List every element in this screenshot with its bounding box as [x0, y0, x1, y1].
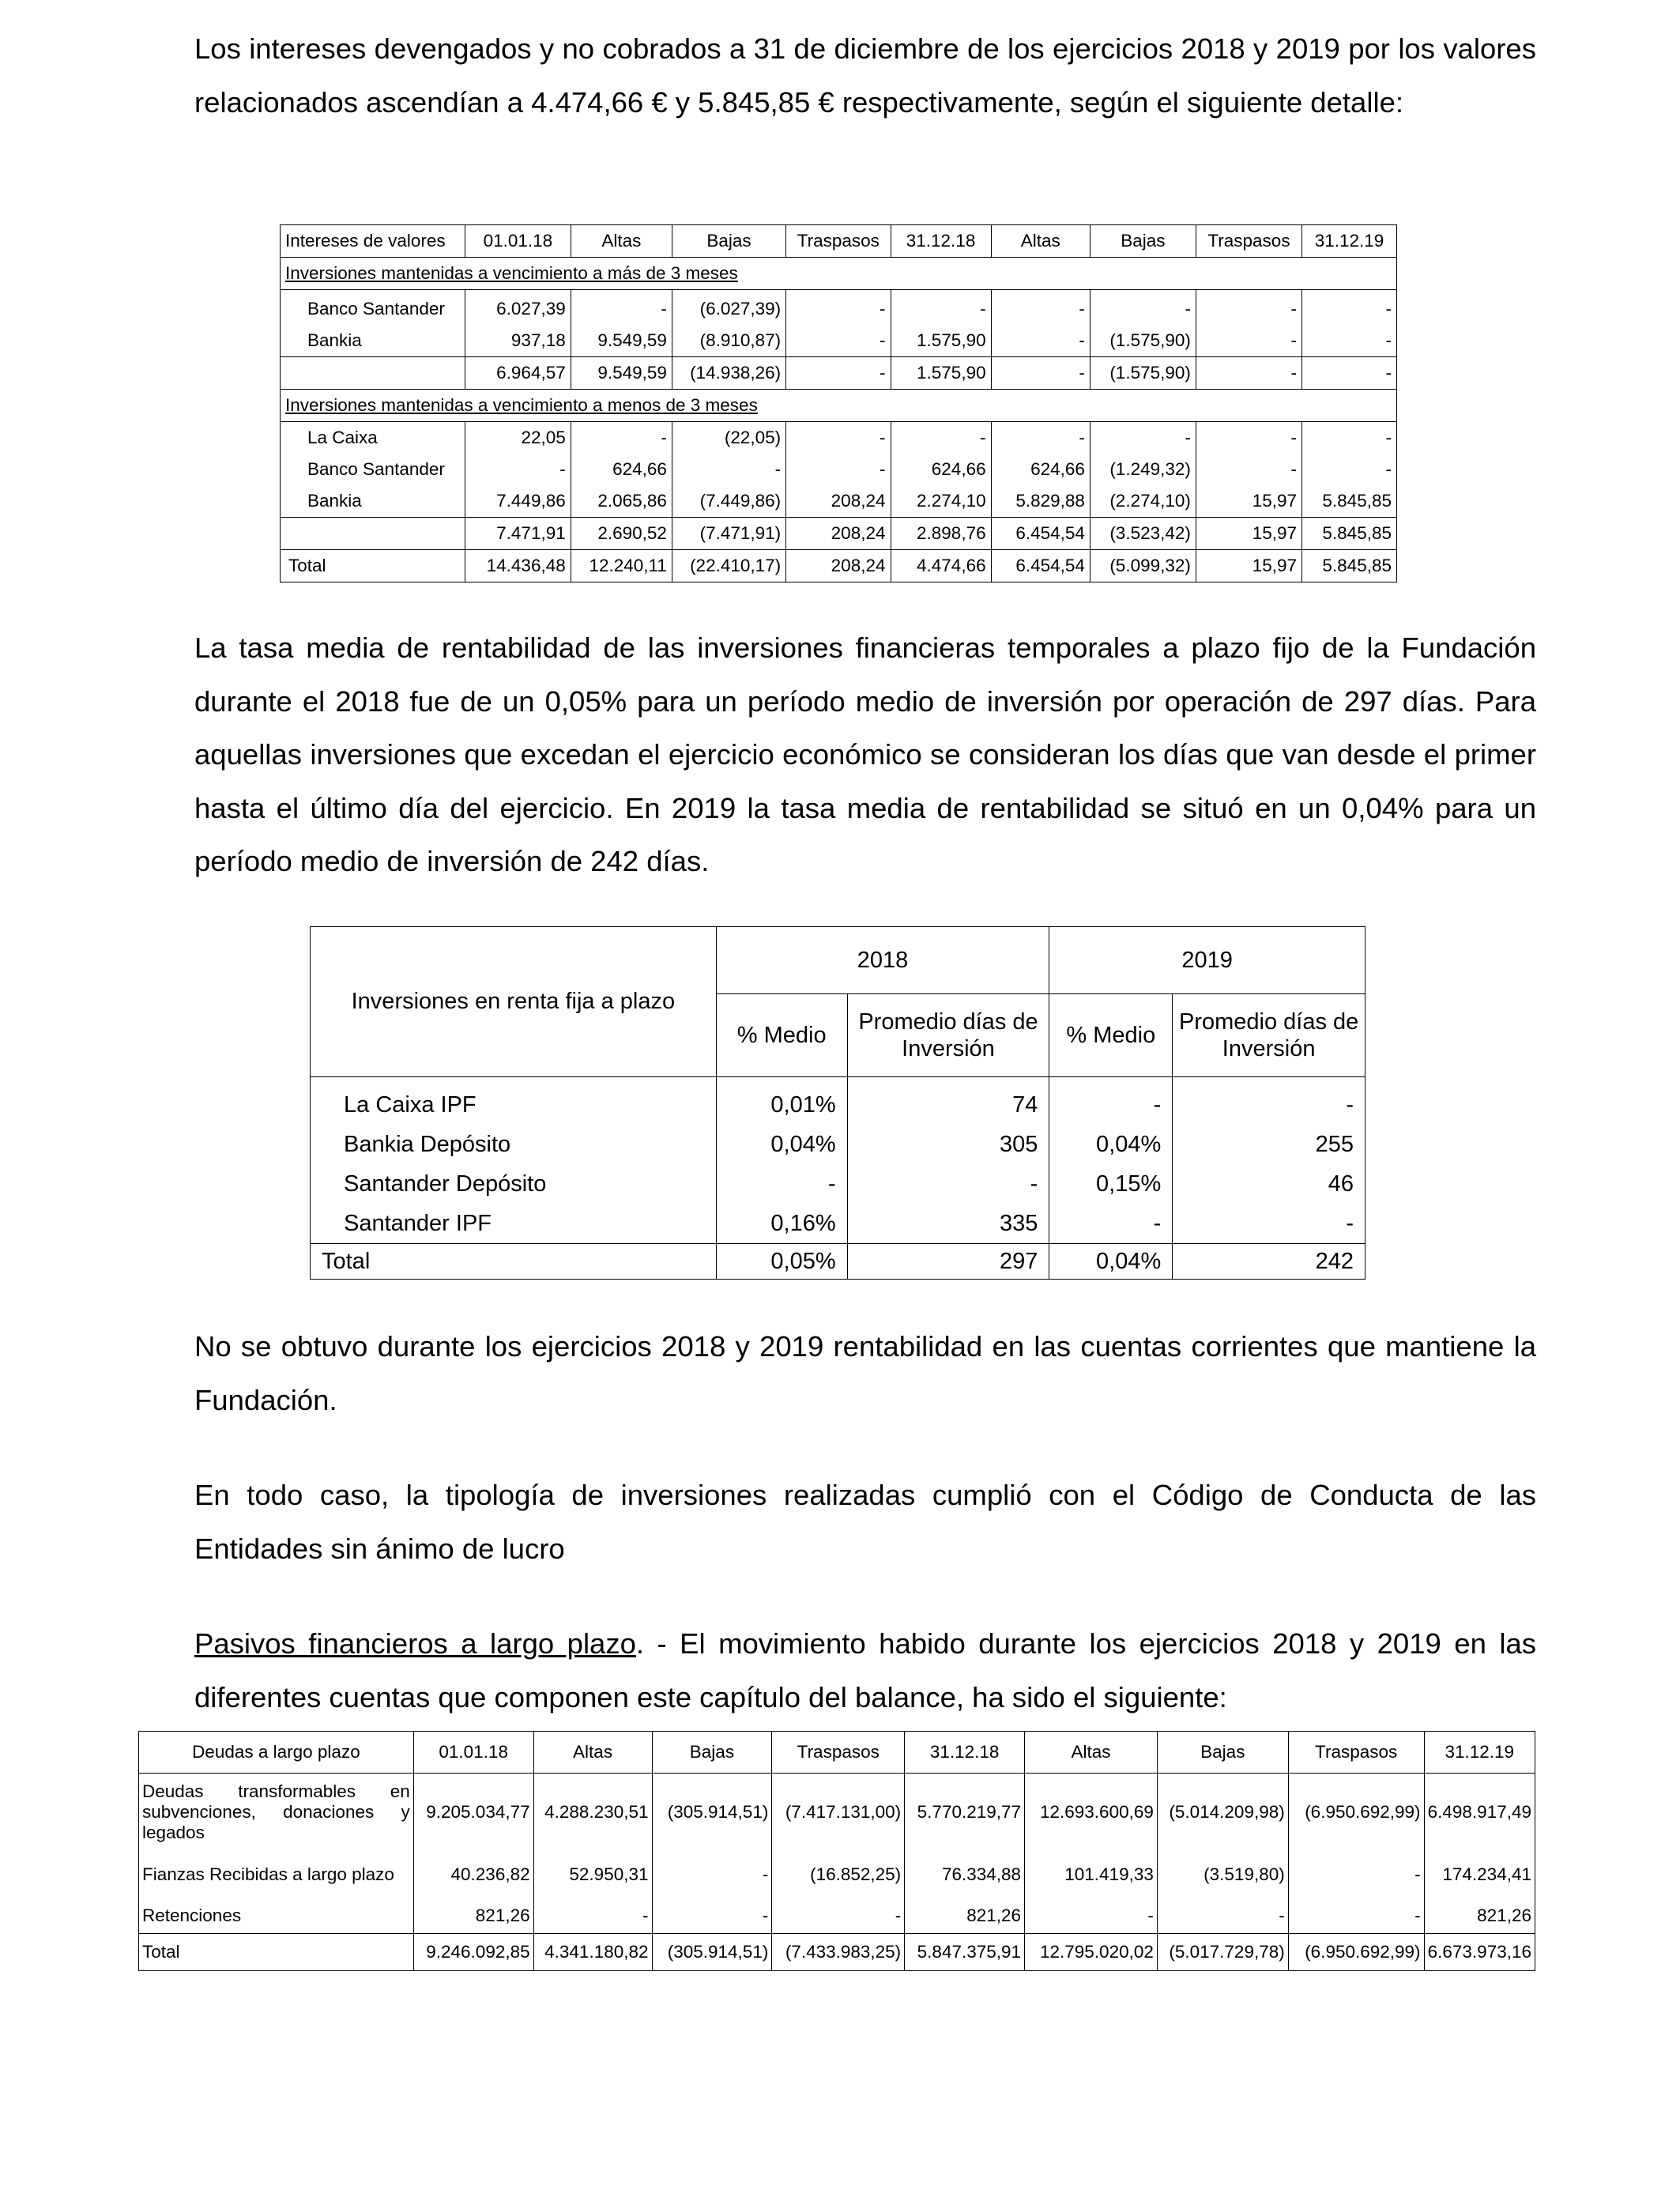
value-cell: - [786, 290, 891, 326]
table-row [281, 325, 1397, 357]
row-label: Santander Depósito [311, 1164, 717, 1204]
value-cell: - [465, 454, 571, 485]
row-label: Santander IPF [311, 1204, 717, 1244]
value-cell: 76.334,88 [905, 1851, 1025, 1898]
header-pct-2019: % Medio [1049, 994, 1173, 1077]
value-cell: 174.234,41 [1424, 1851, 1535, 1898]
value-cell: 2.065,86 [571, 485, 672, 518]
value-cell: (5.017.729,78) [1157, 1934, 1288, 1971]
value-cell: 101.419,33 [1025, 1851, 1158, 1898]
value-cell: 5.770.219,77 [905, 1774, 1025, 1852]
value-cell: (3.519,80) [1157, 1851, 1288, 1898]
value-cell: 624,66 [991, 454, 1090, 485]
value-cell: 7.471,91 [465, 518, 571, 550]
value-cell: (1.249,32) [1090, 454, 1196, 485]
value-cell: - [786, 357, 891, 390]
table-row [311, 1204, 1365, 1244]
value-cell: - [533, 1898, 652, 1934]
table-row [281, 454, 1397, 485]
value-cell: (8.910,87) [672, 325, 785, 357]
header-cell: Deudas a largo plazo [139, 1732, 414, 1774]
paragraph-pasivos-text: . - El movimiento habido durante los ejercicios 2018 y 2019 en las diferentes cuentas que componen este capítulo del balance, ha sido el siguiente: [194, 1627, 1536, 1713]
value-cell: - [1196, 357, 1301, 390]
paragraph-tasa-media: La tasa media de rentabilidad de las inversiones financieras temporales a plazo fijo de la Fundación durante el 2018 fue de un 0,05% para un período medio de inversión por operación de 297 días. Para aquellas inversiones que excedan el ejercicio económico se consideran los días que van desde el primer hasta el último día del ejercicio. En 2019 la tasa media de rentabilidad se situó en un 0,04% para un período medio de inversión de 242 días. [194, 631, 1536, 877]
value-cell: - [1288, 1898, 1424, 1934]
value-cell: - [1302, 325, 1397, 357]
value-cell: Traspasos [1288, 1732, 1424, 1774]
section-menos-3-meses-label: Inversiones mantenidas a vencimiento a menos de 3 meses [281, 390, 1397, 422]
value-cell: (6.950.692,99) [1288, 1774, 1424, 1852]
value-cell: - [991, 422, 1090, 454]
value-cell: 01.01.18 [413, 1732, 533, 1774]
value-cell: 305 [847, 1125, 1049, 1164]
value-cell: 52.950,31 [533, 1851, 652, 1898]
value-cell: 6.673.973,16 [1424, 1934, 1535, 1971]
row-label: Deudas transformables en subvenciones, donaciones y legados [139, 1774, 414, 1852]
value-cell: 22,05 [465, 422, 571, 454]
row-label: Bankia Depósito [311, 1125, 717, 1164]
value-cell: 31.12.19 [1302, 225, 1397, 258]
total-label: Total [311, 1244, 717, 1280]
value-cell: - [1196, 454, 1301, 485]
value-cell: (3.523,42) [1090, 518, 1196, 550]
value-cell: 0,04% [716, 1125, 847, 1164]
value-cell: Altas [533, 1732, 652, 1774]
value-cell: 14.436,48 [465, 550, 571, 582]
value-cell: 31.12.19 [1424, 1732, 1535, 1774]
value-cell: 821,26 [905, 1898, 1025, 1934]
value-cell: - [1302, 422, 1397, 454]
total-row [139, 1934, 1535, 1971]
value-cell: - [1049, 1204, 1173, 1244]
value-cell: 9.205.034,77 [413, 1774, 533, 1852]
table-row [139, 1898, 1535, 1934]
table-renta-fija-body [311, 1077, 1365, 1280]
value-cell: Traspasos [1196, 225, 1301, 258]
paragraph-pasivos [194, 1617, 1536, 1724]
value-cell: - [786, 422, 891, 454]
value-cell: 937,18 [465, 325, 571, 357]
table-intereses-body [281, 225, 1397, 582]
table-row [281, 485, 1397, 518]
value-cell: - [891, 290, 991, 326]
table-row [311, 1164, 1365, 1204]
value-cell: 0,15% [1049, 1164, 1173, 1204]
value-cell: Bajas [652, 1732, 772, 1774]
value-cell: 12.240,11 [571, 550, 672, 582]
value-cell: 624,66 [571, 454, 672, 485]
table-row [281, 422, 1397, 454]
value-cell: - [652, 1898, 772, 1934]
row-label: Bankia [281, 325, 465, 357]
table-deudas-largo-plazo [138, 1731, 1535, 1971]
table-row [281, 290, 1397, 326]
value-cell: - [1196, 325, 1301, 357]
value-cell: 7.449,86 [465, 485, 571, 518]
value-cell: - [1196, 422, 1301, 454]
value-cell: (22.410,17) [672, 550, 785, 582]
table-header-row [281, 225, 1397, 258]
value-cell: (14.938,26) [672, 357, 785, 390]
total-label: Total [281, 550, 465, 582]
value-cell: 5.829,88 [991, 485, 1090, 518]
value-cell: - [571, 290, 672, 326]
table-deudas-body [139, 1732, 1535, 1971]
header-days-2019: Promedio días de Inversión [1173, 994, 1365, 1077]
value-cell: 31.12.18 [891, 225, 991, 258]
value-cell: - [891, 422, 991, 454]
value-cell: (5.014.209,98) [1157, 1774, 1288, 1852]
value-cell: - [786, 325, 891, 357]
total-row [311, 1244, 1365, 1280]
header-inversiones: Inversiones en renta fija a plazo [311, 927, 717, 1077]
table-intereses-valores [280, 224, 1397, 582]
value-cell: 0,05% [716, 1244, 847, 1280]
value-cell: 6.454,54 [991, 550, 1090, 582]
value-cell: 208,24 [786, 518, 891, 550]
subtotal-row [281, 357, 1397, 390]
value-cell: 5.845,85 [1302, 550, 1397, 582]
value-cell: 01.01.18 [465, 225, 571, 258]
value-cell: Altas [1025, 1732, 1158, 1774]
value-cell: (1.575,90) [1090, 357, 1196, 390]
value-cell: 6.964,57 [465, 357, 571, 390]
value-cell: (22,05) [672, 422, 785, 454]
value-cell: - [1173, 1077, 1365, 1125]
value-cell: (2.274,10) [1090, 485, 1196, 518]
value-cell: 2.690,52 [571, 518, 672, 550]
value-cell: - [716, 1164, 847, 1204]
paragraph-intereses: Los intereses devengados y no cobrados a 31 de diciembre de los ejercicios 2018 y 2019 por los valores relacionados ascendían a 4.474,66 € y 5.845,85 € respectivamente, según el siguiente detalle: [194, 32, 1536, 119]
value-cell: 297 [847, 1244, 1049, 1280]
value-cell: Bajas [1090, 225, 1196, 258]
value-cell: 6.454,54 [991, 518, 1090, 550]
row-label [281, 357, 465, 390]
row-label: La Caixa [281, 422, 465, 454]
value-cell: - [1090, 422, 1196, 454]
value-cell: Altas [991, 225, 1090, 258]
value-cell: 15,97 [1196, 550, 1301, 582]
value-cell: - [991, 357, 1090, 390]
value-cell: Traspasos [772, 1732, 905, 1774]
value-cell: 4.341.180,82 [533, 1934, 652, 1971]
row-label: Fianzas Recibidas a largo plazo [139, 1851, 414, 1898]
value-cell: - [571, 422, 672, 454]
value-cell: 15,97 [1196, 485, 1301, 518]
value-cell: 12.693.600,69 [1025, 1774, 1158, 1852]
value-cell: Traspasos [786, 225, 891, 258]
value-cell: 9.246.092,85 [413, 1934, 533, 1971]
value-cell: (6.950.692,99) [1288, 1934, 1424, 1971]
value-cell: - [1157, 1898, 1288, 1934]
value-cell: 6.027,39 [465, 290, 571, 326]
value-cell: (5.099,32) [1090, 550, 1196, 582]
value-cell: 2.274,10 [891, 485, 991, 518]
value-cell: - [1049, 1077, 1173, 1125]
value-cell: 5.845,85 [1302, 485, 1397, 518]
value-cell: (1.575,90) [1090, 325, 1196, 357]
value-cell: 1.575,90 [891, 357, 991, 390]
value-cell: - [1302, 357, 1397, 390]
value-cell: 5.845,85 [1302, 518, 1397, 550]
value-cell: - [1090, 290, 1196, 326]
value-cell: - [786, 454, 891, 485]
value-cell: (7.449,86) [672, 485, 785, 518]
value-cell: 4.474,66 [891, 550, 991, 582]
total-label: Total [139, 1934, 414, 1971]
total-row [281, 550, 1397, 582]
row-label: Banco Santander [281, 454, 465, 485]
value-cell: - [1302, 290, 1397, 326]
value-cell: (7.433.983,25) [772, 1934, 905, 1971]
header-pct-2018: % Medio [716, 994, 847, 1077]
value-cell: - [652, 1851, 772, 1898]
row-label: Bankia [281, 485, 465, 518]
value-cell: 208,24 [786, 550, 891, 582]
value-cell: 624,66 [891, 454, 991, 485]
table-renta-fija [310, 926, 1365, 1280]
table-row [139, 1774, 1535, 1852]
row-label [281, 518, 465, 550]
value-cell: - [1196, 290, 1301, 326]
value-cell: (7.471,91) [672, 518, 785, 550]
table-row [311, 1077, 1365, 1125]
value-cell: - [991, 325, 1090, 357]
value-cell: 74 [847, 1077, 1049, 1125]
row-label: La Caixa IPF [311, 1077, 717, 1125]
value-cell: 255 [1173, 1125, 1365, 1164]
paragraph-cuentas-corrientes: No se obtuvo durante los ejercicios 2018 y 2019 rentabilidad en las cuentas corrientes que mantiene la Fundación. [194, 1330, 1536, 1416]
value-cell: - [672, 454, 785, 485]
value-cell: Altas [571, 225, 672, 258]
value-cell: - [1173, 1204, 1365, 1244]
table-row [139, 1851, 1535, 1898]
value-cell: 0,04% [1049, 1244, 1173, 1280]
value-cell: (7.417.131,00) [772, 1774, 905, 1852]
header-days-2018: Promedio días de Inversión [847, 994, 1049, 1077]
value-cell: - [1302, 454, 1397, 485]
value-cell: 0,04% [1049, 1125, 1173, 1164]
section-mas-3-meses-label: Inversiones mantenidas a vencimiento a más de 3 meses [281, 258, 1397, 290]
table-renta-fija-header-years [311, 927, 1365, 994]
table-header-row [139, 1732, 1535, 1774]
heading-pasivos-financieros: Pasivos financieros a largo plazo [194, 1627, 636, 1660]
section-menos-3-meses [281, 390, 1397, 422]
value-cell: 821,26 [1424, 1898, 1535, 1934]
value-cell: - [1288, 1851, 1424, 1898]
value-cell: - [991, 290, 1090, 326]
value-cell: 9.549,59 [571, 357, 672, 390]
value-cell: 5.847.375,91 [905, 1934, 1025, 1971]
value-cell: 31.12.18 [905, 1732, 1025, 1774]
value-cell: 6.498.917,49 [1424, 1774, 1535, 1852]
value-cell: 0,01% [716, 1077, 847, 1125]
value-cell: 4.288.230,51 [533, 1774, 652, 1852]
header-year-2019: 2019 [1049, 927, 1365, 994]
row-label: Retenciones [139, 1898, 414, 1934]
value-cell: (16.852,25) [772, 1851, 905, 1898]
row-label: Banco Santander [281, 290, 465, 326]
section-mas-3-meses [281, 258, 1397, 290]
value-cell: - [1025, 1898, 1158, 1934]
value-cell: 46 [1173, 1164, 1365, 1204]
table-row [311, 1125, 1365, 1164]
value-cell: Bajas [1157, 1732, 1288, 1774]
value-cell: 242 [1173, 1244, 1365, 1280]
value-cell: 0,16% [716, 1204, 847, 1244]
value-cell: 335 [847, 1204, 1049, 1244]
value-cell: Bajas [672, 225, 785, 258]
value-cell: 40.236,82 [413, 1851, 533, 1898]
value-cell: 821,26 [413, 1898, 533, 1934]
value-cell: 12.795.020,02 [1025, 1934, 1158, 1971]
value-cell: 15,97 [1196, 518, 1301, 550]
value-cell: 2.898,76 [891, 518, 991, 550]
value-cell: - [772, 1898, 905, 1934]
value-cell: 1.575,90 [891, 325, 991, 357]
paragraph-codigo-conducta: En todo caso, la tipología de inversiones realizadas cumplió con el Código de Conducta de las Entidades sin ánimo de lucro [194, 1479, 1536, 1565]
value-cell: 9.549,59 [571, 325, 672, 357]
header-year-2018: 2018 [716, 927, 1049, 994]
value-cell: (6.027,39) [672, 290, 785, 326]
value-cell: 208,24 [786, 485, 891, 518]
value-cell: (305.914,51) [652, 1934, 772, 1971]
header-cell: Intereses de valores [281, 225, 465, 258]
value-cell: - [847, 1164, 1049, 1204]
subtotal-row [281, 518, 1397, 550]
value-cell: (305.914,51) [652, 1774, 772, 1852]
